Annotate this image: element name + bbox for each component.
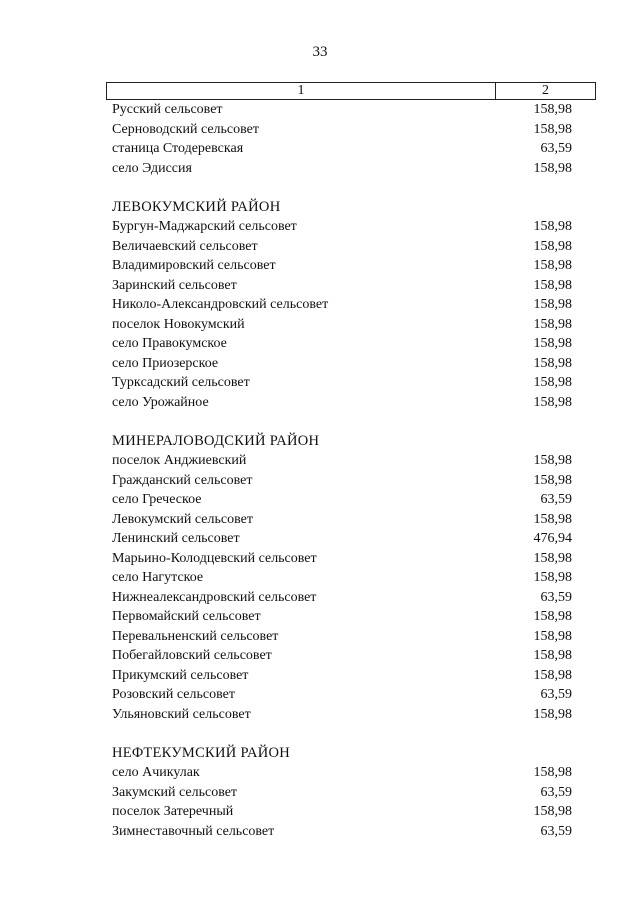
row-value: 158,98	[533, 765, 572, 780]
row-name: Первомайский сельсовет	[112, 609, 261, 624]
row-name: село Урожайное	[112, 394, 209, 410]
table-row	[112, 783, 572, 803]
table-row	[112, 666, 572, 686]
table-row	[112, 588, 572, 608]
row-value: 158,98	[533, 570, 572, 585]
row-value: 158,98	[533, 102, 572, 117]
row-value: 158,98	[533, 375, 572, 390]
row-value: 158,98	[533, 160, 572, 176]
row-value: 63,59	[540, 823, 572, 839]
row-value: 158,98	[533, 277, 572, 293]
table-row	[112, 607, 572, 627]
row-name: Бургун-Маджарский сельсовет	[112, 219, 297, 234]
table-row	[112, 471, 572, 491]
table-row	[112, 120, 572, 140]
row-value: 158,98	[533, 472, 572, 488]
row-name: Розовский сельсовет	[112, 687, 235, 702]
row-name: Марьино-Колодцевский сельсовет	[112, 550, 317, 566]
table-row	[112, 159, 572, 179]
row-value: 158,98	[533, 550, 572, 566]
row-name: поселок Затеречный	[112, 804, 234, 819]
table-row	[112, 237, 572, 257]
row-name: Гражданский сельсовет	[112, 472, 253, 488]
row-name: Ульяновский сельсовет	[112, 706, 251, 722]
table-header-col1: 1	[107, 83, 496, 99]
table-row	[112, 295, 572, 315]
table-header-col2: 2	[542, 83, 549, 98]
row-value: 158,98	[533, 121, 572, 137]
table-row	[112, 763, 572, 783]
row-value: 63,59	[540, 784, 572, 800]
row-name: Нижнеалександровский сельсовет	[112, 589, 317, 605]
row-value: 158,98	[533, 297, 572, 312]
row-value: 158,98	[533, 667, 572, 683]
table-row	[112, 354, 572, 374]
table-row	[112, 568, 572, 588]
row-value: 158,98	[533, 511, 572, 527]
row-name: станица Стодеревская	[112, 141, 244, 156]
page-number: 33	[312, 44, 328, 60]
table-row	[112, 822, 572, 842]
row-name: Заринский сельсовет	[112, 277, 237, 293]
table-row	[112, 334, 572, 354]
row-value: 158,98	[533, 394, 572, 410]
row-value: 158,98	[533, 609, 572, 624]
row-value: 158,98	[533, 258, 572, 273]
row-name: село Правокумское	[112, 336, 227, 351]
row-name: Николо-Александровский сельсовет	[112, 297, 329, 312]
row-name: поселок Новокумский	[112, 316, 245, 332]
table-row	[112, 705, 572, 725]
table-row	[112, 646, 572, 666]
row-name: Левокумский сельсовет	[112, 511, 253, 527]
row-name: село Ачикулак	[112, 765, 200, 780]
table-row	[112, 256, 572, 276]
table-row	[112, 529, 572, 549]
row-value: 158,98	[533, 453, 572, 468]
table-row	[112, 685, 572, 705]
row-value: 158,98	[533, 648, 572, 663]
row-name: село Эдиссия	[112, 160, 192, 176]
row-name: село Нагутское	[112, 570, 204, 585]
row-value: 63,59	[540, 589, 572, 605]
table-row	[112, 393, 572, 413]
row-value: 63,59	[540, 492, 572, 507]
row-value: 158,98	[533, 706, 572, 722]
row-value: 63,59	[540, 141, 572, 156]
row-name: поселок Анджиевский	[112, 453, 247, 468]
table-row	[112, 549, 572, 569]
row-name: село Приозерское	[112, 355, 219, 371]
row-name: Закумский сельсовет	[112, 784, 238, 800]
row-name: Ленинский сельсовет	[112, 531, 240, 546]
row-name: Серноводский сельсовет	[112, 121, 259, 137]
row-value: 158,98	[533, 355, 572, 371]
section-gap	[112, 412, 572, 432]
district-heading: НЕФТЕКУМСКИЙ РАЙОН	[112, 744, 291, 761]
table-row	[112, 373, 572, 393]
table-row	[112, 510, 572, 530]
row-name: Побегайловский сельсовет	[112, 648, 272, 663]
table-row	[112, 451, 572, 471]
row-value: 158,98	[533, 316, 572, 332]
table-row	[112, 217, 572, 237]
table-header	[106, 82, 596, 100]
row-name: Русский сельсовет	[112, 102, 223, 117]
table-row	[112, 490, 572, 510]
row-name: село Греческое	[112, 492, 202, 507]
district-heading: МИНЕРАЛОВОДСКИЙ РАЙОН	[112, 432, 320, 449]
row-value: 158,98	[533, 238, 572, 254]
row-name: Величаевский сельсовет	[112, 238, 258, 254]
table-row	[112, 315, 572, 335]
row-value: 158,98	[533, 336, 572, 351]
section-gap	[112, 724, 572, 744]
row-name: Туркcадский сельсовет	[112, 375, 250, 390]
table-body	[112, 100, 572, 841]
table-row	[112, 276, 572, 296]
row-value: 158,98	[533, 804, 572, 819]
row-value: 476,94	[533, 531, 572, 546]
table-row	[112, 100, 572, 120]
district-heading: ЛЕВОКУМСКИЙ РАЙОН	[112, 198, 281, 215]
table-row	[112, 802, 572, 822]
section-gap	[112, 178, 572, 198]
row-value: 158,98	[533, 628, 572, 644]
row-value: 158,98	[533, 219, 572, 234]
table-row	[112, 139, 572, 159]
row-name: Прикумский сельсовет	[112, 667, 249, 683]
row-name: Перевальненский сельсовет	[112, 628, 279, 644]
row-value: 63,59	[540, 687, 572, 702]
row-name: Владимировский сельсовет	[112, 258, 276, 273]
table-row	[112, 627, 572, 647]
row-name: Зимнеставочный сельсовет	[112, 823, 275, 839]
